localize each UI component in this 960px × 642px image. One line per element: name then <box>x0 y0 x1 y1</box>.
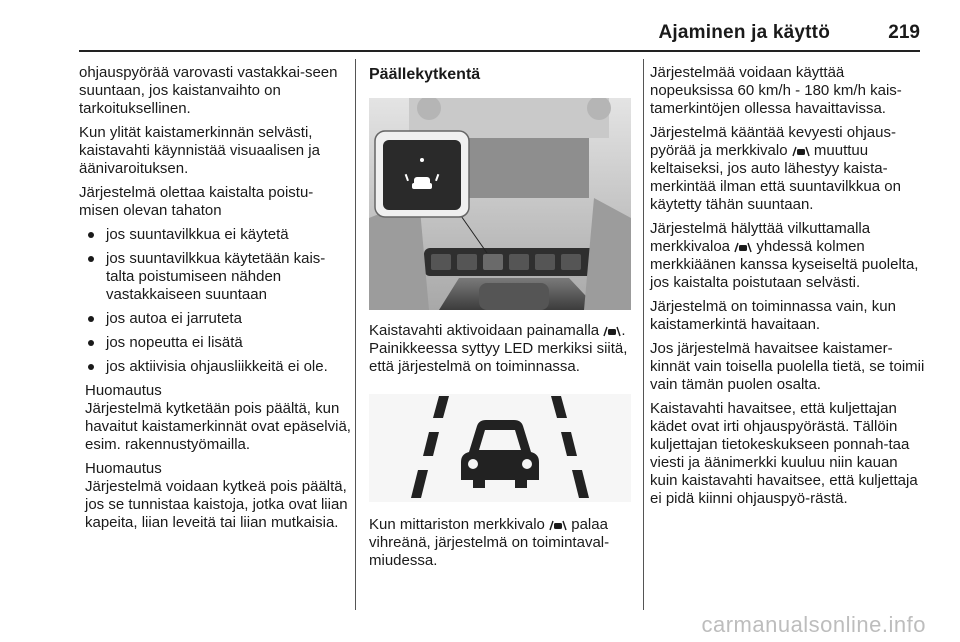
list-item: jos nopeutta ei lisätä <box>79 334 351 352</box>
bullet-icon <box>88 232 94 238</box>
header-rule <box>79 50 920 52</box>
lane-assist-pictogram <box>369 394 631 502</box>
note-heading: Huomautus <box>85 460 162 477</box>
list-item: jos aktiivisia ohjausliikkeitä ei ole. <box>79 358 351 376</box>
bullet-icon <box>88 316 94 322</box>
page-number: 219 <box>888 22 920 43</box>
column-left <box>79 64 351 538</box>
bullet-icon <box>88 364 94 370</box>
paragraph: Järjestelmää voidaan käyttää nopeuksissa 60 km/h - 180 km/h kais-tamerkintöjen ollessa havaittavissa. <box>650 64 902 117</box>
note-text: Järjestelmä kytketään pois päältä, kun havaitut kaistamerkinnät ovat epäselviä, esim. rakennustyömailla. <box>85 400 351 453</box>
paragraph: Kaistavahti aktivoidaan painamalla . Painikkeessa syttyy LED merkiksi siitä, että järjestelmä on toiminnassa. <box>369 322 628 375</box>
watermark: carmanualsonline.info <box>701 612 926 637</box>
paragraph: ohjauspyörää varovasti vastakkai-seen suuntaan, jos kaistanvaihto on tarkoituksellinen. <box>79 64 338 117</box>
dashboard-illustration <box>369 98 631 310</box>
paragraph: Järjestelmä hälyttää vilkuttamalla merkkivaloa yhdessä kolmen merkkiäänen kanssa kyseiseltä puolelta, jos kaistalta poistutaan selvästi. <box>650 220 919 291</box>
paragraph: Järjestelmä kääntää kevyesti ohjaus-pyörää ja merkkivalo muuttuu keltaiseksi, jos auto lähestyy kaista-merkintää ilman että suuntavilkkua on käytetty tähän suuntaan. <box>650 124 901 213</box>
bullet-icon <box>88 256 94 262</box>
lane-assist-icon <box>549 519 567 531</box>
column-middle <box>369 64 634 576</box>
note-block <box>85 382 351 454</box>
paragraph: Kun ylität kaistamerkinnän selvästi, kaistavahti käynnistää visuaalisen ja äänivaroituksen. <box>79 124 320 177</box>
column-divider-left <box>355 59 356 610</box>
column-right <box>650 64 928 514</box>
page-title: Ajaminen ja käyttö <box>658 22 830 43</box>
column-divider-right <box>643 59 644 610</box>
paragraph: Jos järjestelmä havaitsee kaistamer-kinnät vain toisella puolella tietä, se toimii vain tämän puolen osalta. <box>650 340 925 393</box>
lane-assist-icon <box>369 394 631 502</box>
list-item: jos suuntavilkkua käytetään kais-talta poistumiseen nähden vastakkaiseen suuntaan <box>79 250 351 304</box>
bullet-icon <box>88 340 94 346</box>
note-block <box>85 460 351 532</box>
lane-assist-icon <box>792 145 810 157</box>
list-item: jos suuntavilkkua ei käytetä <box>79 226 351 244</box>
paragraph: Kun mittariston merkkivalo palaa vihreänä, järjestelmä on toimintaval-miudessa. <box>369 516 610 569</box>
section-title: Päällekytkentä <box>369 66 481 83</box>
paragraph: Järjestelmä olettaa kaistalta poistu-misen olevan tahaton <box>79 184 314 219</box>
note-heading: Huomautus <box>85 382 162 399</box>
note-text: Järjestelmä voidaan kytkeä pois päältä, jos se tunnistaa kaistoja, jotka ovat liian kapeita, liian leveitä tai liian mutkaisia. <box>85 478 348 531</box>
dashboard-photo <box>369 98 631 310</box>
page-header <box>0 0 960 52</box>
paragraph: Järjestelmä on toiminnassa vain, kun kaistamerkintä havaitaan. <box>650 298 896 333</box>
lane-assist-icon <box>603 325 621 337</box>
list-item: jos autoa ei jarruteta <box>79 310 351 328</box>
lane-assist-icon <box>734 241 752 253</box>
condition-list <box>79 226 351 376</box>
paragraph: Kaistavahti havaitsee, että kuljettajan kädet ovat irti ohjauspyörästä. Tällöin kuljettajan tietokeskukseen ponnah-taa viesti ja äänimerkki kuuluu niin kauan kuin kaistavahti havaitsee, että kuljettaja ei pidä kiinni ohjauspyö-rästä. <box>650 400 918 507</box>
